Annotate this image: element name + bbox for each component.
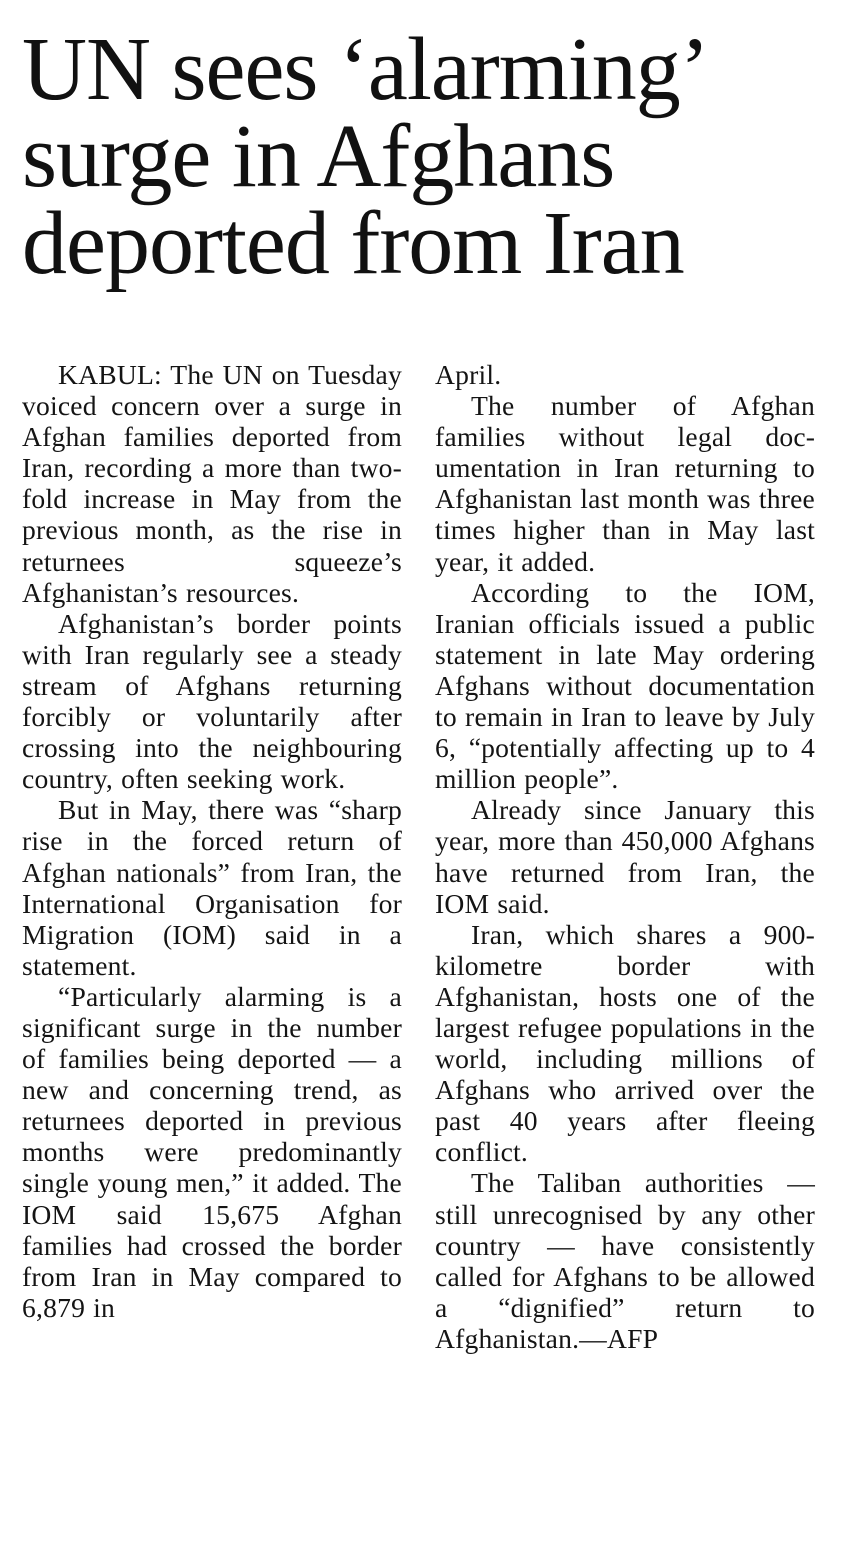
headline-line-3: deported from Iran — [22, 194, 684, 293]
paragraph-iranian-statement: According to the IOM, Iranian officials issued a public statement in late May ordering Afghans without documentation to remain in Iran to leave by July 6, “potentially affecting up to 4 million people”. — [435, 576, 815, 795]
paragraph-returned-since-january: Already since January this year, more than 450,000 Afghans have returned from Iran, the IOM said. — [435, 794, 815, 919]
paragraph-alarming-quote: “Particularly alarming is a significant surge in the number of families being deported — a new and concerning trend, as returnees deported in previous months were predominantly single young men,” it added. The IOM said 15,675 Afghan families had crossed the border from Iran in May compared to 6,879 in — [22, 980, 402, 1323]
headline — [22, 20, 832, 293]
paragraph-families-without-documentation: The number of Afghan families without legal documentation in Iran returning to Afghanistan last month was three times higher than in May last year, it added. — [435, 390, 815, 577]
paragraph-sharp-rise: But in May, there was “sharp rise in the forced return of Afghan nationals” from Iran, the International Organisation for Migration (IOM) said in a statement. — [22, 794, 402, 981]
paragraph-border-points: Afghanistan’s border points with Iran regularly see a steady stream of Afghans returning forcibly or voluntarily after crossing into the neighbouring country, often seeking work. — [22, 607, 402, 795]
headline-line-2: surge in Afghans — [22, 107, 615, 206]
article-column-left — [22, 359, 402, 1323]
paragraph-taliban-authorities: The Taliban authorities — still unrecognised by any other country — have consistently called for Afghans to be allowed a “dignified” return to Afghanistan.—AFP — [435, 1167, 815, 1354]
paragraph-iran-border: Iran, which shares a 900-kilometre border with Afghanistan, hosts one of the largest refugee populations in the world, including millions of Afghans who arrived over the past 40 years after fleeing conflict. — [435, 918, 815, 1168]
paragraph-continuation: April. — [435, 359, 502, 390]
article-column-right — [435, 359, 815, 1354]
headline-line-1: UN sees ‘alarming’ — [22, 20, 709, 119]
paragraph-dateline: KABUL: The UN on Tuesday voiced concern over a surge in Afghan families deported from Iran, recording a more than two-fold increase in May from the previous month, as the rise in returnees squeeze’s Afghanistan’s resources. — [22, 359, 402, 608]
